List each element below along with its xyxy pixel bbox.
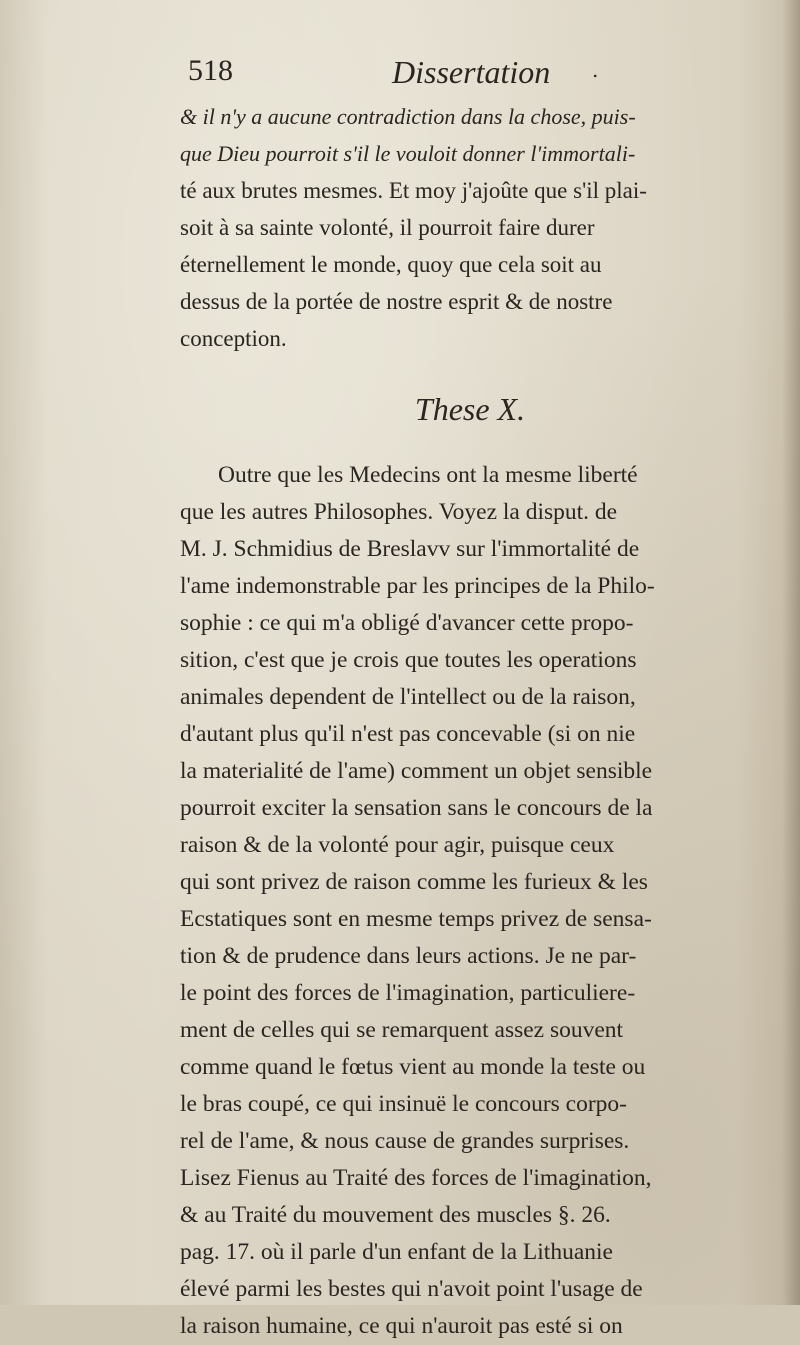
text-line: Lisez Fienus au Traité des forces de l'imagination,: [180, 1165, 652, 1191]
text-line: Outre que les Medecins ont la mesme liberté: [218, 462, 638, 488]
text-line: la materialité de l'ame) comment un objet sensible: [180, 758, 653, 784]
text-line: & au Traité du mouvement des muscles §. 26.: [180, 1202, 611, 1228]
page-edge-shadow: [782, 0, 800, 1305]
text-line: soit à sa sainte volonté, il pourroit faire durer: [180, 215, 595, 240]
text-line: Ecstatiques sont en mesme temps privez de sensa-: [180, 906, 652, 932]
running-title: Dissertation: [392, 54, 551, 90]
text-line: que Dieu pourroit s'il le vouloit donner l'immortali-: [180, 141, 636, 166]
text-line: pag. 17. où il parle d'un enfant de la Lithuanie: [180, 1239, 613, 1265]
text-line: élevé parmi les bestes qui n'avoit point l'usage de: [180, 1276, 643, 1302]
text-line: qui sont privez de raison comme les furieux & les: [180, 869, 648, 895]
text-line: & il n'y a aucune contradiction dans la chose, puis-: [180, 104, 636, 129]
text-line: le bras coupé, ce qui insinuë le concours corpo-: [180, 1091, 627, 1117]
page-number: 518: [188, 54, 233, 87]
paper-speckle-decoration: [60, 560, 120, 620]
text-line: animales dependent de l'intellect ou de la raison,: [180, 684, 636, 710]
intro-paragraph: [180, 98, 760, 357]
text-line: sition, c'est que je crois que toutes les operations: [180, 647, 637, 673]
thesis-heading: These X.: [414, 391, 526, 427]
text-line: raison & de la volonté pour agir, puisque ceux: [180, 832, 615, 858]
text-line: sophie : ce qui m'a obligé d'avancer cette propo-: [180, 610, 634, 636]
text-line: comme quand le fœtus vient au monde la teste ou: [180, 1054, 646, 1080]
text-line: pourroit exciter la sensation sans le concours de la: [180, 795, 653, 821]
text-line: té aux brutes mesmes. Et moy j'ajoûte que s'il plai-: [180, 178, 647, 203]
text-line: tion & de prudence dans leurs actions. Je ne par-: [180, 943, 637, 969]
text-line: l'ame indemonstrable par les principes de la Philo-: [180, 573, 655, 599]
text-line: éternellement le monde, quoy que cela soit au: [180, 252, 602, 277]
text-line: M. J. Schmidius de Breslavv sur l'immortalité de: [180, 536, 640, 562]
header-mark: .: [592, 58, 599, 82]
text-line: le point des forces de l'imagination, particuliere-: [180, 980, 636, 1006]
page-text-block: [180, 54, 760, 1345]
text-line: dessus de la portée de nostre esprit & de nostre: [180, 289, 613, 314]
text-line: conception.: [180, 326, 287, 351]
text-line: rel de l'ame, & nous cause de grandes surprises.: [180, 1128, 630, 1154]
text-line: d'autant plus qu'il n'est pas concevable (si on nie: [180, 721, 636, 747]
text-line: la raison humaine, ce qui n'auroit pas esté si on: [180, 1313, 623, 1339]
page-header: [180, 54, 760, 98]
thesis-paragraph: [180, 457, 760, 1345]
text-line: que les autres Philosophes. Voyez la disput. de: [180, 499, 618, 525]
text-line: ment de celles qui se remarquent assez souvent: [180, 1017, 624, 1043]
